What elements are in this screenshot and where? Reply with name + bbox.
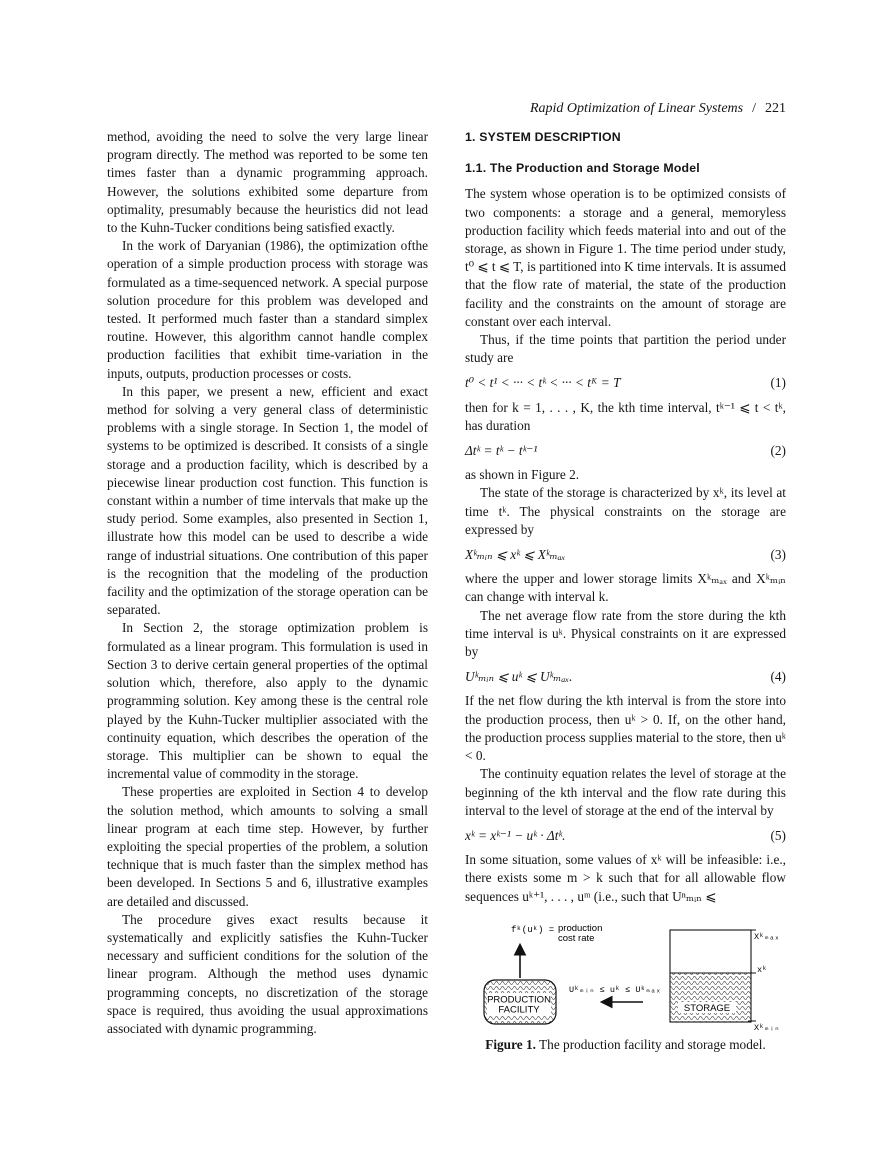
facility-label-line-1: PRODUCTION — [487, 994, 551, 1006]
xk-label: xᵏ — [757, 965, 768, 975]
equation-2-number: (2) — [770, 443, 786, 459]
left-paragraph-4: In Section 2, the storage optimization problem is formulated as a linear program. This formulation is used in Section 3 to derive certain general properties of the optimal solution which, therefore, also apply to the dynamic programming solution. Key among these is the central role played by the Kuhn-Tucker multiplier associated with the continuity equation, which describes the operation of the storage. This multiplier can be shown to equal the incremental value of commodity in the storage. — [107, 620, 428, 782]
production-label: production — [558, 923, 603, 934]
xmin-label: Xᵏₘᵢₙ — [754, 1023, 780, 1032]
facility-label-line-2: FACILITY — [498, 1004, 540, 1016]
equation-3-number: (3) — [770, 547, 786, 563]
equation-5-number: (5) — [770, 827, 786, 843]
fk-label: fᵏ(uᵏ) = — [511, 925, 555, 935]
paragraph-storage-limits: where the upper and lower storage limits Xᵏₘₐₓ and Xᵏₘᵢₙ can change with interval k. — [465, 571, 786, 605]
equation-2-body: Δtᵏ = tᵏ − tᵏ⁻¹ — [465, 443, 538, 459]
storage-contents — [671, 973, 751, 1022]
equation-4-body: Uᵏₘᵢₙ ⩽ uᵏ ⩽ Uᵏₘₐₓ. — [465, 669, 573, 685]
cost-rate-label: cost rate — [558, 933, 595, 944]
left-paragraph-3: In this paper, we present a new, efficient and exact method for solving a very general class of deterministic problems with a single storage. In Section 1, the model of systems to be optimized is described. It consists of a single storage and a production facility, which is described by a piecewise linear production cost function. This function is constant within a number of time intervals that make up the study period. Some examples, also presented in Section 1, illustrate how this model can be used to describe a wide range of industrial situations. One contribution of this paper is the recognition that the modeling of the production facility and the optimization of the storage operation can be separated. — [107, 383, 428, 618]
left-paragraph-2: In the work of Daryanian (1986), the optimization ofthe operation of a simple production process with storage was formulated as a time-sequenced network. A special purpose solution procedure for this problem was developed and tested. It performed much faster than a standard simplex routine. However, this algorithm cannot handle complex production facilities that exhibit time-variation in the inputs, outputs, production processes or costs. — [107, 238, 428, 381]
subsection-heading: 1.1. The Production and Storage Model — [465, 161, 700, 176]
paragraph-storage-state: The state of the storage is characterized by xᵏ, its level at time tᵏ. The physical constraints on the storage are expressed by — [465, 485, 786, 537]
equation-3 — [465, 546, 786, 564]
flow-constraint-label: Uᵏₘᵢₙ ≤ uᵏ ≤ Uᵏₘₐₓ — [569, 985, 661, 995]
left-column — [107, 128, 428, 1038]
figure-caption-text: The production facility and storage model. — [539, 1037, 766, 1052]
equation-3-body: Xᵏₘᵢₙ ⩽ xᵏ ⩽ Xᵏₘₐₓ — [465, 547, 566, 563]
figure-caption-label: Figure 1. — [485, 1037, 536, 1052]
equation-5 — [465, 827, 786, 845]
paragraph-interval: then for k = 1, . . . , K, the kth time interval, tᵏ⁻¹ ⩽ t < tᵏ, has duration — [465, 399, 786, 433]
equation-1 — [465, 374, 786, 392]
paragraph-infeasible: In some situation, some values of xᵏ will be infeasible: i.e., there exists some m > k such that for all allowable flow sequences uᵏ⁺¹, . . . , uᵐ (i.e., such that Uⁿₘᵢₙ ⩽ — [465, 852, 786, 904]
paragraph-flow-direction: If the net flow during the kth interval is from the store into the production process, then uᵏ > 0. If, on the other hand, the production process supplies material to the store, then uᵏ < 0. — [465, 693, 786, 764]
equation-1-number: (1) — [770, 375, 786, 391]
figure-1-diagram — [465, 920, 786, 1032]
paragraph-time-points: Thus, if the time points that partition the period under study are — [465, 332, 786, 366]
right-column — [465, 128, 786, 906]
figure-caption — [465, 1037, 786, 1053]
equation-1-body: t⁰ < t¹ < ··· < tᵏ < ··· < tᴷ = T — [465, 375, 621, 391]
left-paragraph-1: method, avoiding the need to solve the very large linear program directly. The method was reported to be some ten times faster than a dynamic programming approach. However, the solutions exhibited some departure from optimality, presumably because the heuristics did not lead to the Kuhn-Tucker conditions being satisfied exactly. — [107, 129, 428, 236]
section-heading: 1. SYSTEM DESCRIPTION — [465, 130, 621, 144]
equation-4 — [465, 668, 786, 686]
paragraph-continuity: The continuity equation relates the level of storage at the beginning of the kth interval and the flow rate during this interval to the level of storage at the end of the interval by — [465, 766, 786, 818]
running-title: Rapid Optimization of Linear Systems — [529, 101, 744, 116]
left-paragraph-6: The procedure gives exact results because it systematically and explicitly satisfies the Kuhn-Tucker necessary and sufficient conditions for the solution of the linear program. Although the method uses dynamic programming concepts, no discretization of the storage space is required, thus avoiding the usual approximations associated with dynamic programming. — [107, 911, 428, 1036]
header-separator: / — [752, 101, 756, 116]
xmax-label: Xᵏₘₐₓ — [754, 932, 780, 942]
paragraph-system: The system whose operation is to be optimized consists of two components: a storage and a general, memoryless production facility which feeds material into and out of the storage, as shown in Figure 1. The time period under study, t⁰ ⩽ t ⩽ T, is partitioned into K time intervals. It is assumed that the flow rate of material, the state of the production facility and the constraints on the amount of storage are constant over each interval. — [465, 186, 786, 329]
running-header — [485, 101, 786, 117]
paragraph-flow-rate: The net average flow rate from the store during the kth time interval is uᵏ. Physical constraints on it are expressed by — [465, 607, 786, 660]
equation-5-body: xᵏ = xᵏ⁻¹ − uᵏ · Δtᵏ. — [465, 827, 566, 843]
storage-label: STORAGE — [683, 1003, 731, 1014]
left-paragraph-5: These properties are exploited in Section 4 to develop the solution method, which amounts to solving a small linear program at each time step. However, by further exploiting the special properties of the problem, a solution technique that is much faster than the simplex method has been developed. In Sections 5 and 6, illustrative examples are detailed and discussed. — [107, 784, 428, 909]
equation-4-number: (4) — [770, 669, 786, 685]
equation-2 — [465, 442, 786, 460]
paragraph-figure2-ref: as shown in Figure 2. — [465, 467, 580, 483]
page-number: 221 — [765, 101, 786, 116]
